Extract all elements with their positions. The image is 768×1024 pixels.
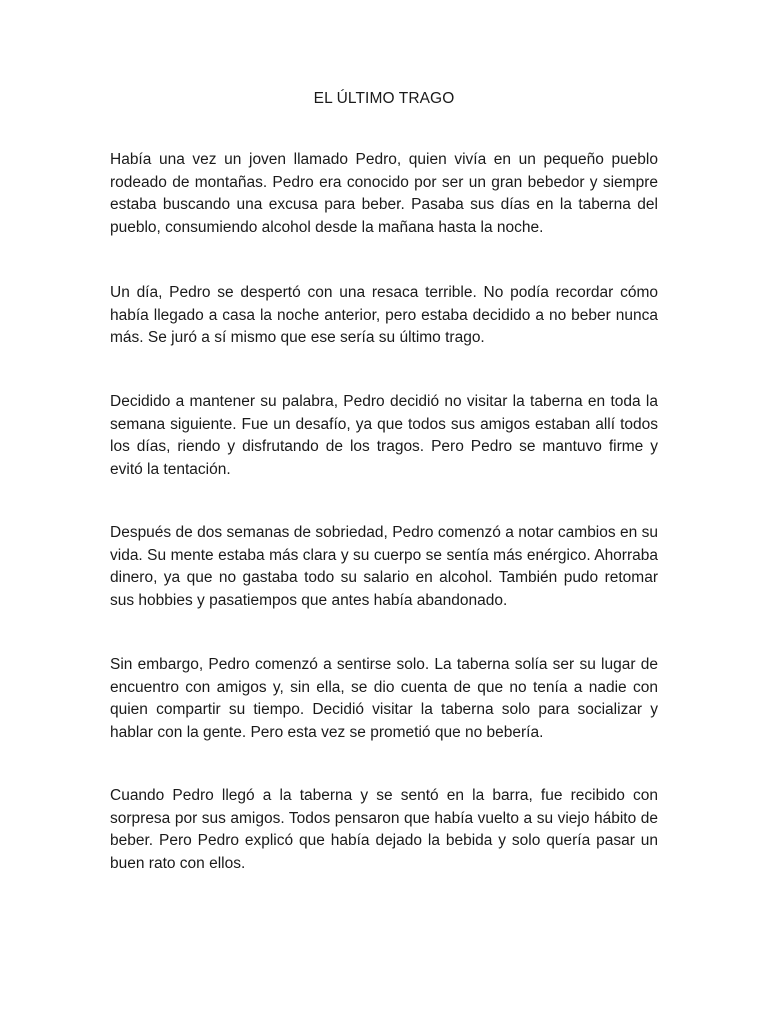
paragraph-5: Sin embargo, Pedro comenzó a sentirse solo. La taberna solía ser su lugar de encuentro con amigos y, sin ella, se dio cuenta de que no tenía a nadie con quien compartir su tiempo. Decidió visitar la taberna solo para socializar y hablar con la gente. Pero esta vez se prometió que no bebería.: [110, 656, 658, 741]
paragraph-4: Después de dos semanas de sobriedad, Pedro comenzó a notar cambios en su vida. Su mente estaba más clara y su cuerpo se sentía más enérgico. Ahorraba dinero, ya que no gastaba todo su salario en alcohol. También pudo retomar sus hobbies y pasatiempos que antes había abandonado.: [110, 524, 658, 609]
paragraph-3: Decidido a mantener su palabra, Pedro decidió no visitar la taberna en toda la semana siguiente. Fue un desafío, ya que todos sus amigos estaban allí todos los días, riendo y disfrutando de los tragos. Pero Pedro se mantuvo firme y evitó la tentación.: [110, 393, 658, 478]
paragraph-2: Un día, Pedro se despertó con una resaca terrible. No podía recordar cómo había llegado a casa la noche anterior, pero estaba decidido a no beber nunca más. Se juró a sí mismo que ese sería su último trago.: [110, 284, 658, 346]
page-title: EL ÚLTIMO TRAGO: [313, 90, 455, 107]
paragraph-1: Había una vez un joven llamado Pedro, quien vivía en un pequeño pueblo rodeado de montañas. Pedro era conocido por ser un gran bebedor y siempre estaba buscando una excusa para beber. Pasaba sus días en la taberna del pueblo, consumiendo alcohol desde la mañana hasta la noche.: [110, 151, 658, 236]
paragraph-6: Cuando Pedro llegó a la taberna y se sentó en la barra, fue recibido con sorpresa por sus amigos. Todos pensaron que había vuelto a su viejo hábito de beber. Pero Pedro explicó que había dejado la bebida y solo quería pasar un buen rato con ellos.: [110, 787, 658, 872]
